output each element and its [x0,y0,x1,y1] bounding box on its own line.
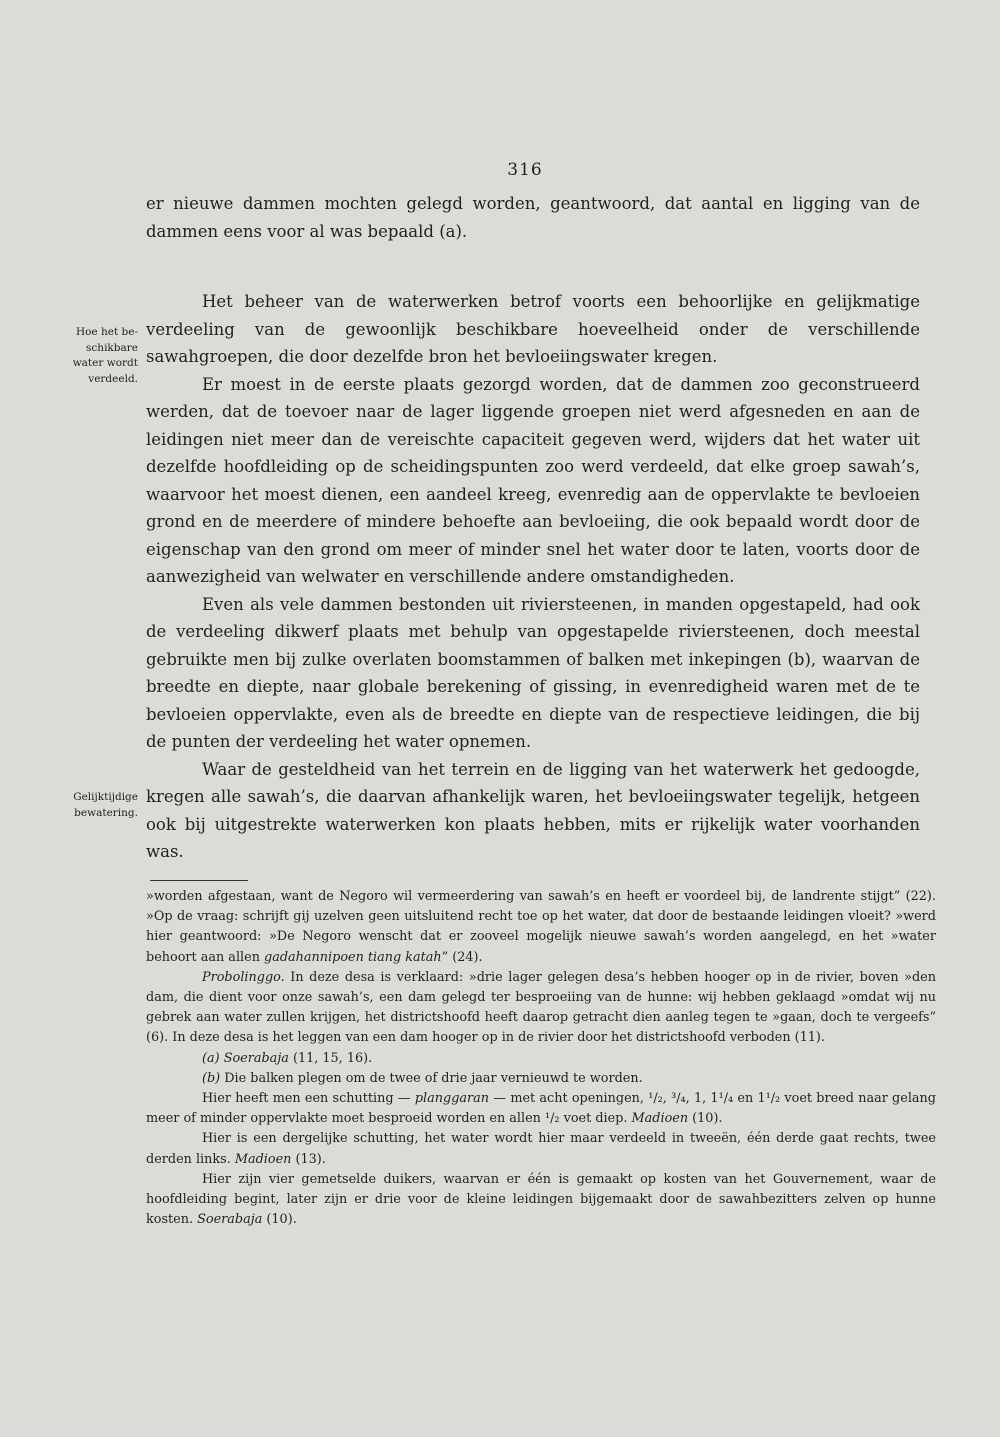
footnote-b: (b) Die balken plegen om de twee of drie jaar vernieuwd te worden. [202,1070,643,1086]
footnote-b-tweeen: Hier is een dergelijke schutting, het water wordt hier maar verdeeld in tweeën, één derde gaat rechts, twee derden links. Madioen (13). [146,1131,936,1167]
footnote-probolinggo: Probolinggo. In deze desa is verklaard: »drie lager gelegen desa’s hebben hooger op in de rivier, boven »den dam, die dient voor onze sawah’s, een dam gelegd ter besproeiing van de hunne: wij hebben geklaagd »omdat wij nu gebrek aan water zullen krijgen, het districtshoofd heeft daarop getracht dien aanleg tegen te »gaan, doch te vergeefs” (6). In deze desa is het leggen van een dam hooger op in de rivier door het districtshoofd verboden (11). [146,969,936,1046]
footnote-continued: »worden afgestaan, want de Negoro wil vermeerdering van sawah’s en heeft er voordeel bij, de landrente stijgt” (22). »Op de vraag: schrijft gij uzelven geen uitsluitend recht toe op het water, dat door de bestaande leidingen vloeit? »werd hier geantwoord: »De Negoro wenscht dat er zooveel mogelijk nieuwe sawah’s worden aangelegd, en het »water behoort aan allen gadahannipoen tiang katah” (24). [146,889,936,965]
page-number: 316 [507,160,543,180]
footnotes [146,887,936,1230]
footnote-b-duikers: Hier zijn vier gemetselde duikers, waarvan er één is gemaakt op kosten van het Gouvernement, waar de hoofdleiding begint, later zijn er drie voor de kleine leidingen bijgemaakt door de sawahbezitters zelven op hunne kosten. Soerabaja (10). [146,1171,936,1228]
footnote-a: (a) Soerabaja (11, 15, 16). [202,1050,373,1066]
margin-note-simultaneous: Gelijktijdige bewatering. [73,791,138,819]
footnote-rule [150,880,248,881]
footnote-b-schutting: Hier heeft men een schutting — planggaran — met acht openingen, ¹/₂, ³/₄, 1, 1¹/₄ en 1¹/₂ voet breed naar gelang meer of minder oppervlakte moet besproeid worden en allen ¹/₂ voet diep. Madioen (10). [146,1091,936,1127]
margin-note-distribution: Hoe het be-schikbare water wordt verdeeld. [72,326,138,385]
paragraph-beheer: Het beheer van de waterwerken betrof voorts een behoorlijke en gelijkmatige verdeeling van de gewoonlijk beschikbare hoeveelheid onder de verschillende sawahgroepen, die door dezelfde bron het bevloeiingswater kregen. [146,292,920,366]
paragraph-gelijktijdig: Waar de gesteldheid van het terrein en de ligging van het waterwerk het gedoogde, kregen alle sawah’s, die daarvan afhankelijk waren, het bevloeiingswater tegelijk, hetgeen ook bij uitgestrekte waterwerken kon plaats hebben, mits er rijkelijk water voorhanden was. [146,759,920,861]
paragraph-continuation: er nieuwe dammen mochten gelegd worden, geantwoord, dat aantal en ligging van de dammen eens voor al was bepaald (a). [146,194,920,241]
paragraph-riviersteenen: Even als vele dammen bestonden uit riviersteenen, in manden opgestapeld, had ook de verdeeling dikwerf plaats met behulp van opgestapelde riviersteenen, doch meestal gebruikte men bij zulke overlaten boomstammen of balken met inkepingen (b), waarvan de breedte en diepte, naar globale berekening of gissing, in evenredigheid waren met de te bevloeien oppervlakte, even als de breedte en diepte van de respectieve leidingen, die bij de punten der verdeeling het water opnemen. [146,594,920,751]
body-text [146,190,920,866]
paragraph-gap [146,245,920,288]
paragraph-toevoer: Er moest in de eerste plaats gezorgd worden, dat de dammen zoo geconstrueerd werden, dat de toevoer naar de lager liggende groepen niet werd afgesneden en aan de leidingen niet meer dan de vereischte capaciteit gegeven werd, wijders dat het water uit dezelfde hoofdleiding op de scheidingspunten zoo werd verdeeld, dat elke groep sawah’s, waarvoor het moest dienen, een aandeel kreeg, evenredig aan de oppervlakte te bevloeien grond en de meerdere of mindere behoefte aan bevloeiing, die ook bepaald wordt door de eigenschap van den grond om meer of minder snel het water door te laten, voorts door de aanwezigheid van welwater en verschillende andere omstandigheden. [146,374,920,586]
